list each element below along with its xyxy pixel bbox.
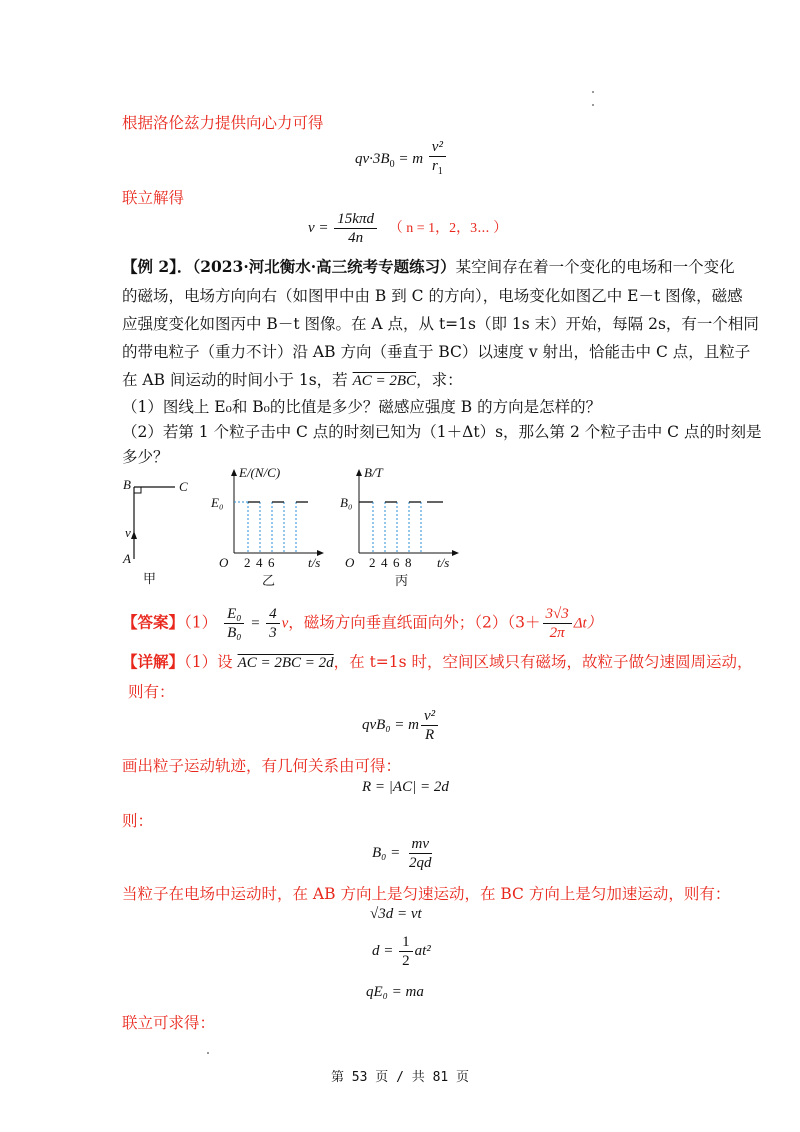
figure-jia — [122, 477, 188, 587]
fig-jia-B: B — [123, 477, 131, 492]
example-label: 【例 2】． — [122, 257, 193, 276]
fig-jia-v: v — [125, 525, 131, 540]
example-line-5: 在 AB 间运动的时间小于 1s，若 AC = 2BC，求： — [122, 371, 463, 389]
fig-yi-tick: 4 — [256, 555, 263, 570]
fig-yi-ylabel: E/(N/C) — [239, 465, 281, 480]
question-2: （2）若第 1 个粒子击中 C 点的时刻已知为（1＋Δt）s，那么第 2 个粒子击中 C 点的时刻是 — [122, 423, 762, 441]
figure-bing — [340, 465, 459, 589]
equation-1: $qv\cdot 3B_0 = m$ $\frac{\text{v²}}{r_1}$ — [355, 138, 448, 181]
fig-bing-tick: 4 — [381, 555, 388, 570]
page-footer: 第 53 页 / 共 81 页 — [330, 1070, 470, 1085]
fig-jia-caption: 甲 — [143, 572, 157, 587]
text-then: 则： — [122, 812, 154, 830]
example-line-4: 的带电粒子（重力不计）沿 AB 方向（垂直于 BC）以速度 v 射出，恰能击中 C 点，且粒子 — [122, 343, 751, 361]
text-electric-field: 当粒子在电场中运动时，在 AB 方向上是匀速运动，在 BC 方向上是匀加速运动，则有： — [122, 885, 731, 903]
text-solve: 联立解得 — [122, 189, 185, 207]
equation-5: B₀ = $\frac{mv}{2qd}$ — [372, 836, 432, 871]
fig-yi-origin: O — [219, 555, 229, 570]
detail-line-1: 【详解】（1）设 AC = 2BC = 2d，在 t=1s 时，空间区域只有磁场，故粒子做匀速圆周运动， — [122, 652, 753, 671]
question-1: （1）图线上 E₀和 B₀的比值是多少？磁感应强度 B 的方向是怎样的？ — [122, 398, 602, 416]
fig-yi-tick: 2 — [244, 555, 251, 570]
fig-yi-caption: 乙 — [262, 574, 276, 589]
equation-2: v = $\frac{\text{15kπd}}{4n}$ （ n = 1，2，3⋯ ） — [308, 211, 508, 246]
figure-panels — [115, 465, 475, 590]
example-line-3: 应强度变化如图丙中 B－t 图像。在 A 点，从 t=1s（即 1s 末）开始，每隔 2s，有一个相同 — [122, 315, 759, 333]
text-lorentz: 根据洛伦兹力提供向心力可得 — [122, 114, 324, 132]
equation-8: qE₀ = ma — [366, 984, 424, 1000]
equation-3: qvB₀ = m $\frac{\text{v²}}{R}$ — [362, 707, 440, 744]
fig-bing-tick: 8 — [405, 555, 412, 570]
fig-bing-ylabel: B/T — [364, 465, 383, 480]
example-source: （2023·河北衡水·高三统考专题练习） — [192, 257, 456, 276]
fig-jia-A: A — [123, 551, 131, 566]
equation-6: √3d = vt — [370, 906, 422, 922]
fig-bing-xlabel: t/s — [437, 555, 450, 570]
answer-line: 【答案】（1） $\frac{\text{E₀}}{\text{B₀}}$ = $\frac{4}{3}$ v，磁场方向垂直纸面向外；（2）（3＋ $\frac{3√3}{2\pi}$ Δt） — [122, 606, 602, 641]
figure-yi — [210, 465, 324, 589]
text-combine: 联立可求得： — [122, 1014, 216, 1032]
detail-line-2: 则有： — [128, 683, 175, 701]
stray-dot — [207, 1052, 209, 1054]
fig-jia-C: C — [179, 479, 188, 494]
fig-yi-xlabel: t/s — [308, 555, 321, 570]
example-line-2: 的磁场，电场方向向右（如图甲中由 B 到 C 的方向），电场变化如图乙中 E－t 图像，磁感 — [122, 287, 743, 305]
fig-bing-tick: 6 — [393, 555, 400, 570]
answer-label: 【答案】 — [122, 612, 185, 632]
fig-bing-tick: 2 — [369, 555, 376, 570]
equation-7: d = $\frac{1}{2}$ at² — [372, 934, 431, 969]
fig-yi-E0: E₀ — [211, 495, 224, 510]
text-geometry: 画出粒子运动轨迹，有几何关系由可得： — [122, 757, 402, 775]
stray-dot — [592, 91, 594, 93]
example-line-1: 【例 2】．（2023·河北衡水·高三统考专题练习）某空间存在着一个变化的电场和一个变化 — [122, 257, 735, 276]
fig-bing-origin: O — [345, 555, 355, 570]
fig-yi-tick: 6 — [268, 555, 275, 570]
equation-4: R = |AC| = 2d — [362, 779, 449, 795]
question-2-cont: 多少？ — [122, 448, 169, 466]
detail-label: 【详解】 — [122, 652, 185, 671]
stray-dot — [592, 104, 594, 106]
fig-bing-B0: B₀ — [340, 495, 353, 510]
fig-bing-caption: 丙 — [395, 574, 409, 589]
